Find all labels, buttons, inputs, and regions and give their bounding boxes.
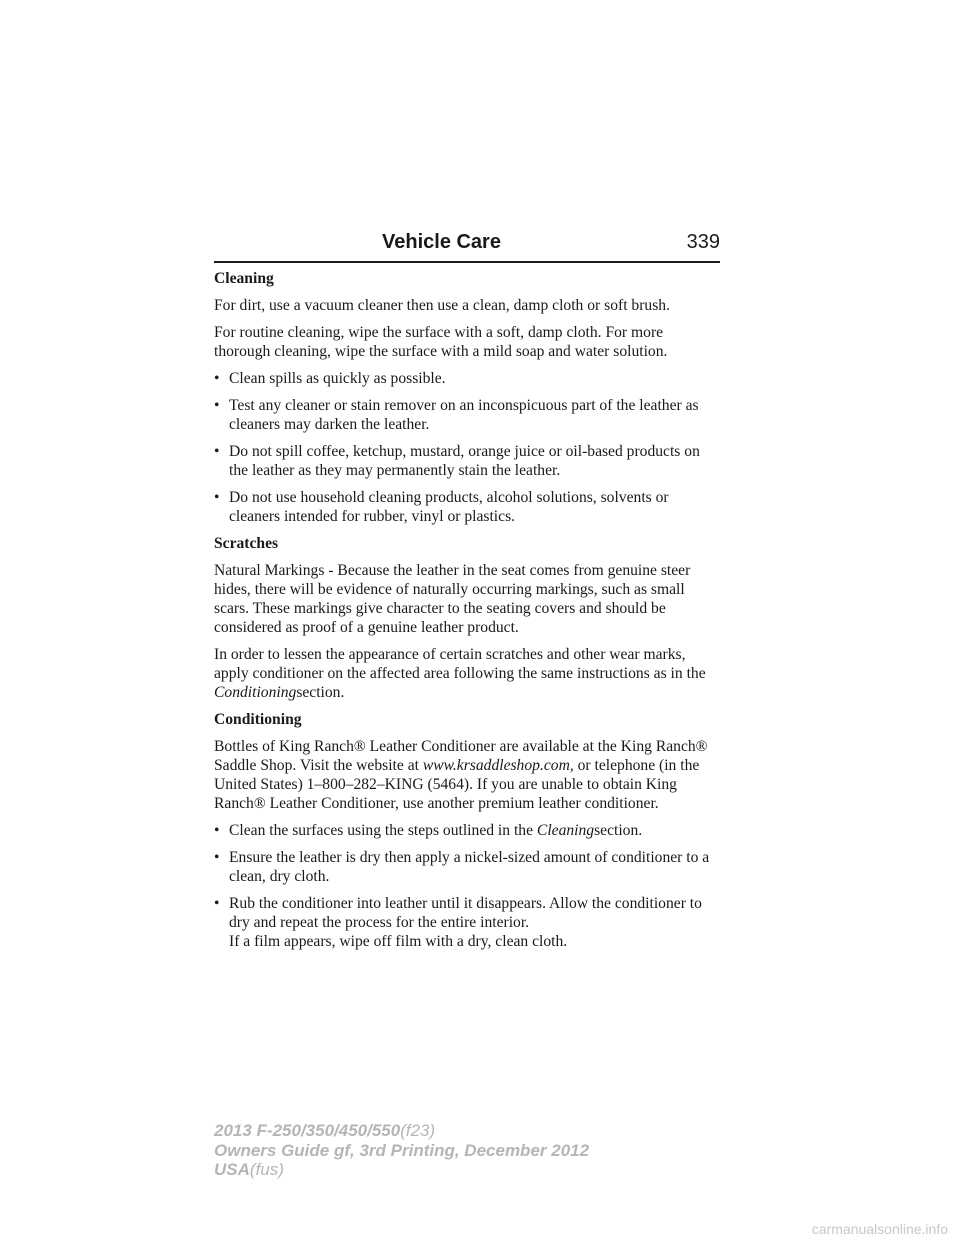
cleaning-reference: Cleaning (536, 822, 595, 839)
conditioning-p1-text: Bottles of King Ranch® Leather Conditioner are available at the King Ranch® Saddle Shop. Visit the website at (214, 738, 708, 774)
scratches-heading: Scratches (214, 535, 279, 552)
footer-line-2: Owners Guide gf, 3rd Printing, December 2012 (214, 1140, 590, 1160)
scratches-paragraph-1: Natural Markings - Because the leather in the seat comes from genuine steer hides, there will be evidence of naturally occurring markings, such as small scars. These markings give character to the seating covers and should be considered as proof of a genuine leather product. (214, 562, 691, 636)
footer-market-code: (fus) (249, 1160, 284, 1179)
scratches-p2-tail: section. (296, 684, 345, 701)
conditioning-heading: Conditioning (214, 711, 302, 728)
page-footer (214, 1121, 589, 1180)
footer-market: USA (214, 1160, 250, 1179)
watermark: carmanualsonline.info (811, 1221, 948, 1237)
cleaning-paragraph-1: For dirt, use a vacuum cleaner then use a clean, damp cloth or soft brush. (214, 297, 670, 314)
conditioning-bullet-item (214, 894, 722, 951)
cleaning-bullet-item: • Do not spill coffee, ketchup, mustard, orange juice or oil-based products on the leather as they may permanently stain the leather. (214, 442, 722, 480)
footer-model-code: (f23) (400, 1121, 436, 1140)
website-url: www.krsaddleshop.com (422, 757, 570, 774)
cleaning-bullet-list (214, 369, 722, 526)
page-header (214, 225, 720, 263)
footer-line-3 (214, 1160, 589, 1180)
conditioning-bullet-item: • Ensure the leather is dry then apply a nickel-sized amount of conditioner to a clean, dry cloth. (214, 848, 722, 886)
conditioning-paragraph-1 (214, 737, 722, 813)
cleaning-paragraph-2: For routine cleaning, wipe the surface with a soft, damp cloth. For more thorough cleaning, wipe the surface with a mild soap and water solution. (214, 324, 668, 360)
bullet-text-line-2: If a film appears, wipe off film with a dry, clean cloth. (229, 933, 568, 950)
cleaning-bullet-item: • Do not use household cleaning products, alcohol solutions, solvents or cleaners intended for rubber, vinyl or plastics. (214, 488, 722, 526)
page-content (214, 269, 722, 959)
footer-line-1 (214, 1121, 589, 1141)
conditioning-bullet-list (214, 821, 722, 951)
section-title: Vehicle Care (382, 231, 501, 253)
conditioning-reference: Conditioning (214, 684, 297, 701)
cleaning-bullet-item: • Test any cleaner or stain remover on an inconspicuous part of the leather as cleaners may darken the leather. (214, 396, 722, 434)
cleaning-bullet-item: • Clean spills as quickly as possible. (214, 369, 722, 388)
bullet-text: Clean the surfaces using the steps outlined in the (229, 822, 537, 839)
bullet-tail: section. (594, 822, 643, 839)
scratches-paragraph-2 (214, 645, 722, 702)
page-number: 339 (686, 231, 720, 253)
bullet-text: Rub the conditioner into leather until it disappears. Allow the conditioner to dry and repeat the process for the entire interior. (229, 895, 702, 931)
conditioning-bullet-item (214, 821, 722, 840)
conditioning-p1-tail: , or telephone (in the United States) 1–800–282–KING (5464). If you are unable to obtain King Ranch® Leather Conditioner, use another premium leather conditioner. (214, 757, 700, 812)
scratches-p2-text: In order to lessen the appearance of certain scratches and other wear marks, apply conditioner on the affected area following the same instructions as in the (214, 646, 706, 682)
cleaning-heading: Cleaning (214, 270, 274, 287)
footer-model: 2013 F-250/350/450/550 (214, 1121, 401, 1140)
